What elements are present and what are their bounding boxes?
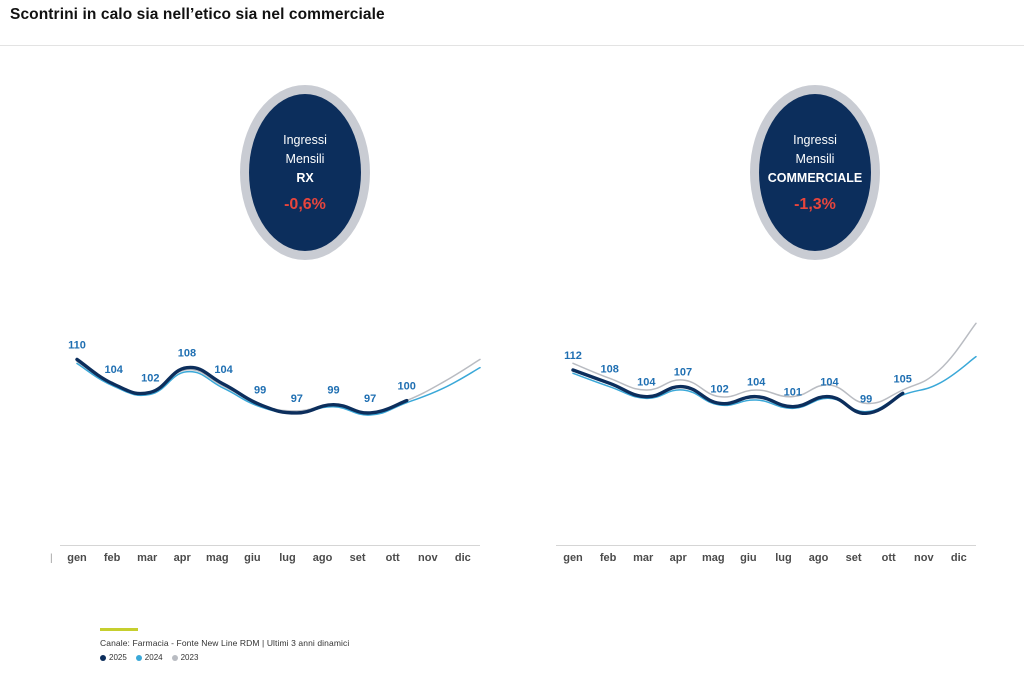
axis-label: giu [244,552,261,564]
axis-tick-labels [60,552,480,564]
legend-dot-icon [136,655,142,661]
axis-label: ago [312,552,333,564]
axis-label: apr [669,552,687,564]
axis-label: set [845,552,862,564]
data-label: 108 [600,363,619,376]
series-line-2025 [77,359,407,413]
data-label: 104 [104,364,123,377]
data-label: 104 [637,376,656,389]
kpi-inner-ellipse [249,94,361,251]
data-label: 102 [710,383,729,396]
legend-dot-icon [100,655,106,661]
axis-label: gen [67,552,87,564]
source-note: Canale: Farmacia - Fonte New Line RDM | Ultimi 3 anni dinamici [100,638,350,648]
axis-label: ago [808,552,829,564]
axis-line [60,545,480,546]
axis-label: ott [881,552,896,564]
legend-item [100,653,127,662]
data-label: 99 [254,384,267,397]
axis-label: giu [740,552,757,564]
kpi-inner-ellipse [759,94,871,251]
axis-label: feb [599,552,617,564]
axis-origin-tick: | [50,553,53,564]
kpi-value: -1,3% [794,195,836,213]
kpi-line-3: RX [296,170,314,185]
legend-item [136,653,163,662]
title-divider [0,45,1024,46]
data-label: 105 [893,373,912,386]
data-label: 104 [747,376,766,389]
panel-commerciale [518,60,998,660]
data-label: 97 [363,392,377,405]
kpi-line-3: COMMERCIALE [767,170,863,185]
axis-label: lug [279,552,296,564]
data-label: 108 [177,347,197,360]
series-line-2023 [77,359,480,413]
legend-dot-icon [172,655,178,661]
axis-label: dic [454,552,471,564]
kpi-value: -0,6% [284,195,326,213]
series-line-2024 [77,364,480,416]
axis-label: gen [563,552,583,564]
data-label: 97 [290,392,303,405]
axis-label: nov [418,552,438,564]
kpi-badge-rx [240,85,370,260]
axis-label: feb [103,552,121,564]
footer [100,628,520,662]
data-label: 99 [327,384,340,397]
axis-line [556,545,976,546]
axis-label: nov [914,552,934,564]
axis-label: apr [173,552,191,564]
data-label: 112 [564,350,582,362]
axis-label: mag [702,552,725,564]
axis-label: mar [137,552,158,564]
kpi-line-2: Mensili [285,151,325,166]
data-label: 99 [859,393,873,406]
data-label: 101 [783,386,802,399]
kpi-badge-commerciale [750,85,880,260]
kpi-line-1: Ingressi [283,132,327,147]
axis-label: mar [633,552,654,564]
axis-tick-labels [556,552,976,564]
data-label: 104 [820,376,839,389]
axis-label: set [349,552,366,564]
legend-label: 2023 [180,653,199,662]
data-label: 100 [397,380,416,393]
axis-label: mag [206,552,229,564]
legend-label: 2025 [109,653,127,662]
data-label: 107 [673,366,693,379]
axis-label: ott [385,552,400,564]
legend-label: 2024 [144,653,163,662]
axis-label: dic [950,552,967,564]
legend-item [172,653,199,662]
kpi-line-2: Mensili [795,151,835,166]
chart-legend [100,653,520,662]
data-label: 110 [68,339,86,352]
axis-label: lug [775,552,792,564]
kpi-line-1: Ingressi [793,132,837,147]
data-label: 102 [141,372,160,385]
footer-accent-bar [100,628,138,631]
x-axis-rx [22,545,502,579]
panel-rx [22,60,502,660]
page-title: Scontrini in calo sia nell’etico sia nel commerciale [10,6,385,23]
x-axis-commerciale [518,545,998,579]
data-label: 104 [214,364,233,377]
